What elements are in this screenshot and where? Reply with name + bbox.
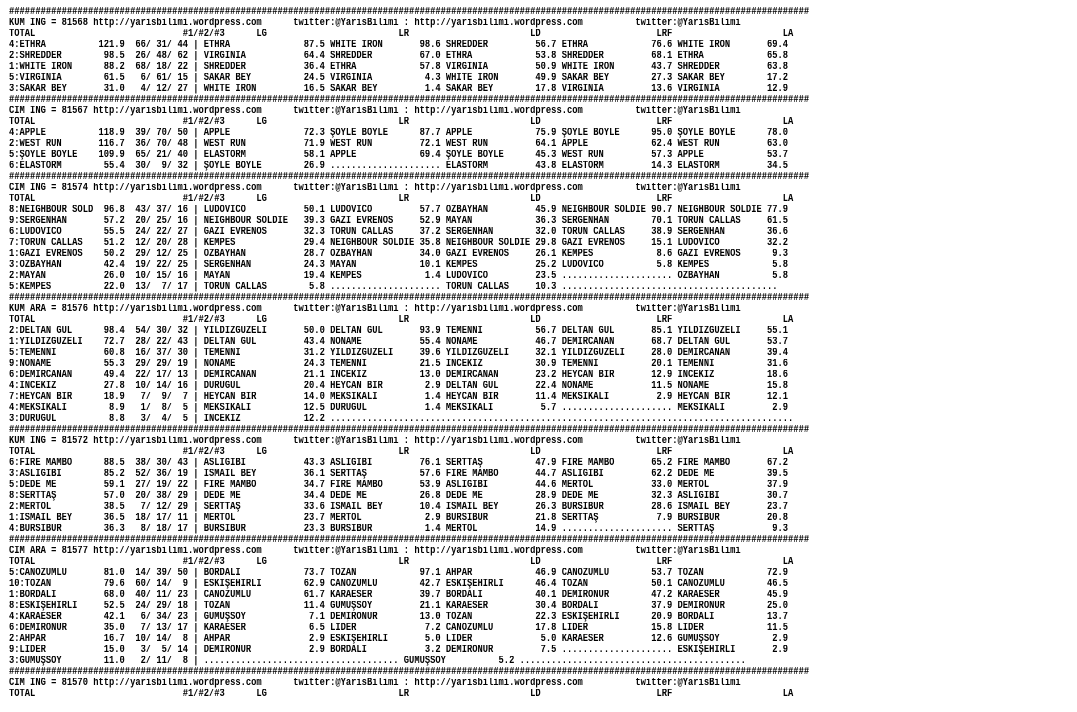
table-row: 2:SHREDDER 98.5 26/ 48/ 62 | VIRGINIA 64.4 SHREDDER 67.0 ETHRA 53.8 SHREDDER 68.1 ETHRA 65.8 [9,51,789,62]
table-row: 3:ÖZBAYHAN 42.4 19/ 22/ 25 | SERGENHAN 24.3 MAYAN 10.1 KEMPES 25.2 LUDOVICO 5.8 KEMPES 5.8 [9,260,789,271]
table-row: 9:NONAME 55.3 29/ 29/ 19 | NONAME 24.3 TEMENNİ 21.5 İNCEKIZ 30.9 TEMENNİ 20.1 TEMENNİ 31.6 [9,359,789,370]
table-row: 7:TORUN CALLAS 51.2 12/ 20/ 28 | KEMPES 29.4 NEIGHBOUR SOLDIE 35.8 NEIGHBOUR SOLDIE 29.8 GAZİ EVRENOS 15.1 LUDOVICO 32.2 [9,238,789,249]
separator-line: ######################################################################################################################################################## [9,172,810,183]
race-header: CIM ARA = 81577 http://yarisbilimi.wordpress.com twitter:@YarisBilimi : http://yarisbilimi.wordpress.com twitter:@YarisBilimi [9,546,741,557]
race-header: CIM İNG = 81574 http://yarisbilimi.wordpress.com twitter:@YarisBilimi : http://yarisbilimi.wordpress.com twitter:@YarisBilimi [9,183,741,194]
table-row: 3:GÜMÜŞSOY 11.0 2/ 11/ 8 | ..................................... GÜMÜŞSOY 5.2 ........................................... [9,656,746,667]
race-header: CIM İNG = 81570 http://yarisbilimi.wordpress.com twitter:@YarisBilimi : http://yarisbilimi.wordpress.com twitter:@YarisBilimi [9,678,741,689]
table-row: 5:VIRGINIA 61.5 6/ 61/ 15 | SAKAR BEY 24.5 VIRGINIA 4.3 WHITE IRON 49.9 SAKAR BEY 27.3 SAKAR BEY 17.2 [9,73,789,84]
table-row: 2:DELTAN GÜL 98.4 54/ 30/ 32 | YILDIZGÜZELİ 50.0 DELTAN GÜL 93.9 TEMENNİ 56.7 DELTAN GÜL 85.1 YILDIZGÜZELİ 55.1 [9,326,789,337]
table-row: 1:YILDIZGÜZELİ 72.7 28/ 22/ 43 | DELTAN GÜL 43.4 NONAME 55.4 NONAME 46.7 DEMİRCANAN 68.7 DELTAN GÜL 53.7 [9,337,789,348]
race-header: KUM İNG = 81572 http://yarisbilimi.wordpress.com twitter:@YarisBilimi : http://yarisbilimi.wordpress.com twitter:@YarisBilimi [9,436,741,447]
column-header: TOTAL #1/#2/#3 LG LR LD LRF LA [9,117,794,128]
table-row: 4:MEKSİKALİ 8.9 1/ 8/ 5 | MEKSİKALİ 12.5 DURUGÜL 1.4 MEKSİKALİ 5.7 ..................... MEKSİKALİ 2.9 [9,403,789,414]
separator-line: ######################################################################################################################################################## [9,95,810,106]
table-row: 2:AHPAR 16.7 10/ 14/ 8 | AHPAR 2.9 ESKİŞEHİRLİ 5.0 LİDER 5.0 KARAESER 12.6 GÜMÜŞSOY 2.9 [9,634,789,645]
separator-line: ######################################################################################################################################################## [9,535,810,546]
separator-line: ######################################################################################################################################################## [9,425,810,436]
column-header: TOTAL #1/#2/#3 LG LR LD LRF LA [9,194,794,205]
table-row: 5:CANÖZÜMLÜ 81.0 14/ 39/ 50 | BORDALI 73.7 TOZAN 97.1 AHPAR 46.9 CANÖZÜMLÜ 53.7 TOZAN 72.9 [9,568,789,579]
table-row: 9:SERGENHAN 57.2 20/ 25/ 16 | NEIGHBOUR SOLDIE 39.3 GAZİ EVRENOS 52.9 MAYAN 36.3 SERGENHAN 70.1 TORUN CALLAS 61.5 [9,216,789,227]
table-row: 1:WHITE IRON 88.2 68/ 18/ 22 | SHREDDER 36.4 ETHRA 57.8 VIRGINIA 50.9 WHITE IRON 43.7 SHREDDER 63.8 [9,62,789,73]
table-row: 5:DEDE ME 59.1 27/ 19/ 22 | FIRE MAMBO 34.7 FIRE MAMBO 53.9 ASLIGIBI 44.6 MERTOL 33.0 MERTOL 37.9 [9,480,789,491]
table-row: 5:TEMENNİ 60.8 16/ 37/ 30 | TEMENNİ 31.2 YILDIZGÜZELİ 39.6 YILDIZGÜZELİ 32.1 YILDIZGÜZELİ 28.0 DEMİRCANAN 39.4 [9,348,789,359]
race-header: CIM İNG = 81567 http://yarisbilimi.wordpress.com twitter:@YarisBilimi : http://yarisbilimi.wordpress.com twitter:@YarisBilimi [9,106,741,117]
table-row: 7:HEYCAN BİR 18.9 7/ 9/ 7 | HEYCAN BİR 14.0 MEKSİKALİ 1.4 HEYCAN BİR 11.4 MEKSİKALİ 2.9 HEYCAN BİR 12.1 [9,392,789,403]
table-row: 3:DURUGÜL 8.8 3/ 4/ 5 | İNCEKIZ 12.2 ........................................................................................ [9,414,794,425]
race-header: KUM ARA = 81576 http://yarisbilimi.wordpress.com twitter:@YarisBilimi : http://yarisbilimi.wordpress.com twitter:@YarisBilimi [9,304,741,315]
table-row: 6:LUDOVICO 55.5 24/ 22/ 27 | GAZİ EVRENOS 32.3 TORUN CALLAS 37.2 SERGENHAN 32.0 TORUN CALLAS 38.9 SERGENHAN 36.6 [9,227,789,238]
table-row: 6:ELASTORM 55.4 30/ 9/ 32 | ŞÖYLE BÖYLE 26.9 ..................... ELASTORM 43.8 ELASTORM 14.3 ELASTORM 34.5 [9,161,789,172]
table-row: 2:MAYAN 26.0 10/ 15/ 16 | MAYAN 19.4 KEMPES 1.4 LUDOVICO 23.5 ..................... ÖZBAYHAN 5.8 [9,271,789,282]
table-row: 4:İNCEKIZ 27.8 10/ 14/ 16 | DURUGÜL 20.4 HEYCAN BİR 2.9 DELTAN GÜL 22.4 NONAME 11.5 NONAME 15.8 [9,381,789,392]
table-row: 3:SAKAR BEY 31.0 4/ 12/ 27 | WHITE IRON 16.5 SAKAR BEY 1.4 SAKAR BEY 17.8 VIRGINIA 13.6 VIRGINIA 12.9 [9,84,789,95]
column-header: TOTAL #1/#2/#3 LG LR LD LRF LA [9,315,794,326]
column-header: TOTAL #1/#2/#3 LG LR LD LRF LA [9,557,794,568]
table-row: 2:MERTOL 38.5 7/ 12/ 29 | SERTTAŞ 33.6 İSMAİL BEY 10.4 İSMAİL BEY 26.3 BURSIBUR 28.6 İSMAİL BEY 23.7 [9,502,789,513]
table-row: 5:KEMPES 22.0 13/ 7/ 17 | TORUN CALLAS 5.8 ..................... TORUN CALLAS 10.3 ......................................... [9,282,778,293]
separator-line: ######################################################################################################################################################## [9,7,810,18]
table-row: 2:WEST RUN 116.7 36/ 70/ 48 | WEST RUN 71.9 WEST RUN 72.1 WEST RUN 64.1 APPLE 62.4 WEST RUN 63.0 [9,139,789,150]
table-row: 4:APPLE 118.9 39/ 70/ 50 | APPLE 72.3 ŞÖYLE BÖYLE 87.7 APPLE 75.9 ŞÖYLE BÖYLE 95.0 ŞÖYLE BÖYLE 78.0 [9,128,789,139]
table-row: 6:FIRE MAMBO 88.5 38/ 30/ 43 | ASLIGIBI 43.3 ASLIGIBI 76.1 SERTTAŞ 47.9 FIRE MAMBO 65.2 FIRE MAMBO 67.2 [9,458,789,469]
column-header: TOTAL #1/#2/#3 LG LR LD LRF LA [9,29,794,40]
table-row: 1:BORDALI 68.0 40/ 11/ 23 | CANÖZÜMLÜ 61.7 KARAESER 39.7 BORDALI 40.1 DEMİRONUR 47.2 KARAESER 45.9 [9,590,789,601]
column-header: TOTAL #1/#2/#3 LG LR LD LRF LA [9,689,794,700]
table-row: 8:ESKİŞEHİRLİ 52.5 24/ 29/ 18 | TOZAN 11.4 GÜMÜŞSOY 21.1 KARAESER 30.4 BORDALI 37.9 DEMİRONUR 25.0 [9,601,789,612]
race-stats-sheet [9,7,1073,700]
separator-line: ######################################################################################################################################################## [9,293,810,304]
table-row: 6:DEMİRCANAN 49.4 22/ 17/ 13 | DEMİRCANAN 21.1 İNCEKIZ 13.0 DEMİRCANAN 23.2 HEYCAN BİR 12.9 İNCEKIZ 18.6 [9,370,789,381]
table-row: 8:SERTTAŞ 57.0 20/ 38/ 29 | DEDE ME 34.4 DEDE ME 26.8 DEDE ME 28.9 DEDE ME 32.3 ASLIGIBI 30.7 [9,491,789,502]
table-row: 8:NEIGHBOUR SOLD 96.8 43/ 37/ 16 | LUDOVICO 50.1 LUDOVICO 57.7 ÖZBAYHAN 45.9 NEIGHBOUR SOLDIE 90.7 NEIGHBOUR SOLDIE 77.9 [9,205,789,216]
table-row: 1:İSMAİL BEY 36.5 18/ 17/ 11 | MERTOL 23.7 MERTOL 2.9 BURSIBUR 21.8 SERTTAŞ 7.9 BURSIBUR 20.8 [9,513,789,524]
table-row: 4:ETHRA 121.9 66/ 31/ 44 | ETHRA 87.5 WHITE IRON 98.6 SHREDDER 56.7 ETHRA 76.6 WHITE IRON 69.4 [9,40,789,51]
table-row: 4:BURSIBUR 36.3 8/ 18/ 17 | BURSIBUR 23.3 BURSIBUR 1.4 MERTOL 14.9 ..................... SERTTAŞ 9.3 [9,524,789,535]
race-header: KUM İNG = 81568 http://yarisbilimi.wordpress.com twitter:@YarisBilimi : http://yarisbilimi.wordpress.com twitter:@YarisBilimi [9,18,741,29]
table-row: 3:ASLIGIBI 85.2 52/ 36/ 19 | İSMAİL BEY 36.1 SERTTAŞ 57.6 FIRE MAMBO 44.7 ASLIGIBI 62.2 DEDE ME 39.5 [9,469,789,480]
table-row: 6:DEMİRONUR 35.0 7/ 13/ 17 | KARAESER 6.5 LİDER 7.2 CANÖZÜMLÜ 17.8 LİDER 15.8 LİDER 11.5 [9,623,789,634]
table-row: 9:LİDER 15.0 3/ 5/ 14 | DEMİRONUR 2.9 BORDALI 3.2 DEMİRONUR 7.5 ..................... ESKİŞEHİRLİ 2.9 [9,645,789,656]
table-row: 10:TOZAN 79.6 60/ 14/ 9 | ESKİŞEHİRLİ 62.9 CANÖZÜMLÜ 42.7 ESKİŞEHİRLİ 46.4 TOZAN 50.1 CANÖZÜMLÜ 46.5 [9,579,789,590]
separator-line: ######################################################################################################################################################## [9,667,810,678]
table-row: 1:GAZİ EVRENOS 50.2 29/ 12/ 25 | ÖZBAYHAN 28.7 ÖZBAYHAN 34.0 GAZİ EVRENOS 26.1 KEMPES 8.6 GAZİ EVRENOS 9.3 [9,249,789,260]
table-row: 4:KARAESER 42.1 6/ 34/ 23 | GÜMÜŞSOY 7.1 DEMİRONUR 13.0 TOZAN 22.3 ESKİŞEHİRLİ 20.9 BORDALI 13.7 [9,612,789,623]
table-row: 5:ŞÖYLE BÖYLE 109.9 65/ 21/ 40 | ELASTORM 58.1 APPLE 69.4 ŞÖYLE BÖYLE 45.3 WEST RUN 57.3 APPLE 53.7 [9,150,789,161]
column-header: TOTAL #1/#2/#3 LG LR LD LRF LA [9,447,794,458]
